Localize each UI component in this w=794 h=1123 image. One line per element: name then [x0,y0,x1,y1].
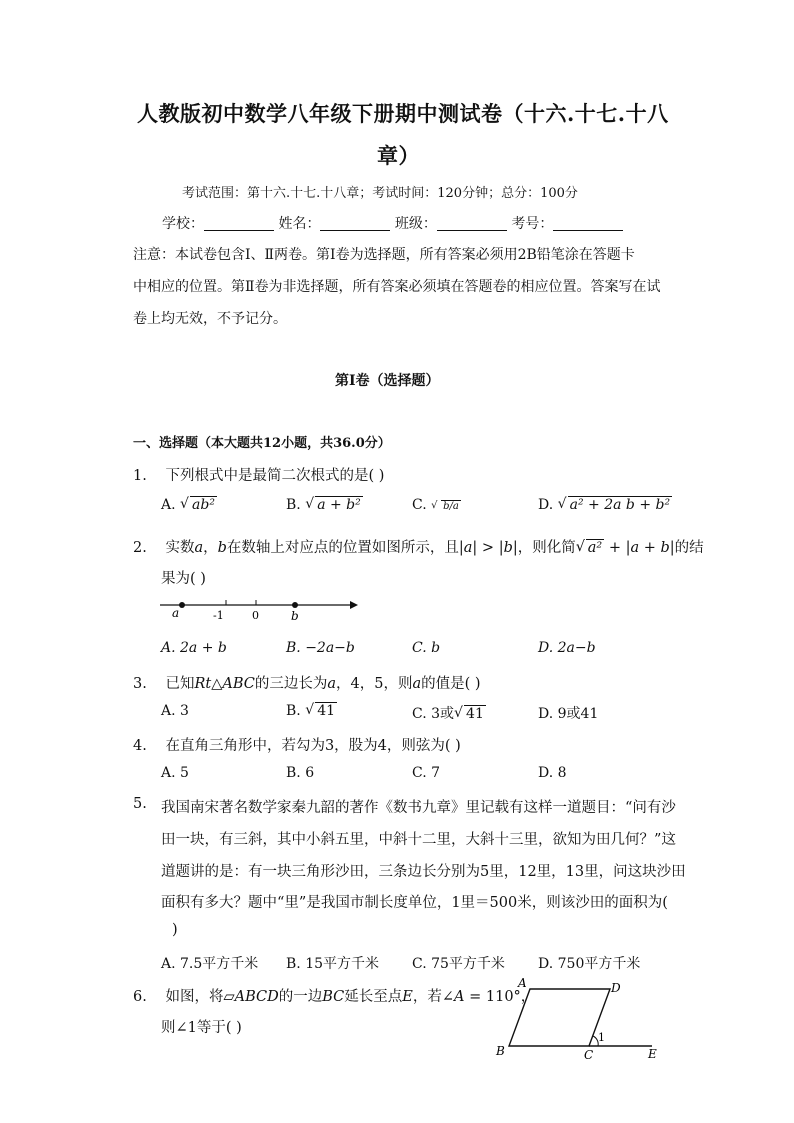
question-2: 2. 实数a，b在数轴上对应点的位置如图所示，且|a| > |b|，则化简√ a² + |a + b|的结 [133,536,704,557]
label-E: E [648,1047,657,1061]
label-0: 0 [252,609,259,622]
q6-number: 6. [133,989,147,1005]
number-line-arrow [350,601,358,609]
question-4 [133,734,461,755]
q2-option-c: C. b [412,640,441,656]
page-title-line2: 章） [377,143,420,168]
school-label: 学校： [162,216,204,232]
q5-option-c: C. 75平方千米 [412,956,505,972]
q5-line-1: 我国南宋著名数学家秦九韶的著作《数书九章》里记载有这样一道题目：“问有沙 [161,800,676,816]
q5-line-3: 道题讲的是：有一块三角形沙田，三条边长分别为5里，12里，13里，问这块沙田 [161,864,686,880]
q3-number: 3. [133,676,147,692]
q1-option-d: D. √ a² + 2a b + b² [538,497,672,513]
q4-number: 4. [133,738,147,754]
q5-line-4: 面积有多大？题中“里”是我国市制长度单位，1里＝500米，则该沙田的面积为( [161,895,668,911]
q4-option-c: C. 7 [412,765,441,781]
label-minus-1: -1 [213,609,224,622]
q3-option-b: B. √ 41 [286,703,337,719]
label-A: A [518,976,527,990]
number-label: 考号： [511,216,554,232]
q2-text-line2: 果为( ) [161,571,206,587]
q1-option-c: C. √ b/a [412,497,461,513]
q5-option-b: B. 15平方千米 [286,956,380,972]
q2-option-b: B. −2a−b [286,640,355,656]
label-b: b [291,609,299,623]
q4-option-b: B. 6 [286,765,315,781]
number-line-figure [158,595,368,625]
notice-line-2: 中相应的位置。第Ⅱ卷为非选择题，所有答案必须填在答题卷的相应位置。答案写在试 [133,279,661,295]
notice-line-1: 注意：本试卷包含Ⅰ、Ⅱ两卷。第Ⅰ卷为选择题，所有答案必须用2B铅笔涂在答题卡 [133,247,635,263]
q1-option-b: B. √ a + b² [286,497,363,513]
q4-option-a: A. 5 [161,765,189,781]
section-title: 第Ⅰ卷（选择题） [335,373,440,389]
q3-option-a: A. 3 [161,703,189,719]
q1-option-a: A. √ ab² [161,497,217,513]
parallelogram-figure [490,975,670,1065]
q4-option-d: D. 8 [538,765,567,781]
student-fields [162,213,623,233]
name-blank [320,218,390,231]
class-blank [437,218,507,231]
q6-line-2: 则∠1等于( ) [161,1020,242,1036]
label-B: B [496,1044,505,1058]
q5-option-d: D. 750平方千米 [538,956,641,972]
number-blank [553,218,623,231]
q5-option-a: A. 7.5平方千米 [161,956,259,972]
q5-number: 5. [133,796,147,812]
q3-option-c: C. 3或√ 41 [412,703,486,723]
q2-number: 2. [133,540,147,556]
q5-line-2: 田一块，有三斜，其中小斜五里，中斜十二里，大斜十三里，欲知为田几何？”这 [161,832,676,848]
notice-line-3: 卷上均无效，不予记分。 [133,311,287,327]
q2-option-d: D. 2a−b [538,640,596,656]
label-a: a [172,606,180,620]
school-blank [204,218,274,231]
exam-info: 考试范围：第十六.十七.十八章；考试时间：120分钟；总分：100分 [182,186,578,201]
q1-number: 1. [133,468,147,484]
label-angle-1: 1 [598,1031,605,1044]
q1-text: 下列根式中是最简二次根式的是( ) [165,468,385,484]
question-6: 6. 如图，将▱ABCD的一边BC延长至点E，若∠A = 110°， [133,989,536,1005]
q4-text: 在直角三角形中，若勾为3，股为4，则弦为( ) [165,738,461,754]
label-C: C [584,1048,594,1062]
question-1 [133,464,384,485]
name-label: 姓名： [278,216,321,232]
point-b [292,602,298,608]
q5-line-5: ) [172,922,178,938]
part-heading: 一、选择题（本大题共12小题，共36.0分） [133,436,391,451]
q2-option-a: A. 2a + b [161,640,227,656]
label-D: D [611,981,621,995]
q3-option-d: D. 9或41 [538,706,599,722]
point-a [179,602,185,608]
question-3: 3. 已知Rt△ABC的三边长为a，4，5，则a的值是( ) [133,676,481,692]
class-label: 班级： [394,216,437,232]
page-title-line1: 人教版初中数学八年级下册期中测试卷（十六.十七.十八 [137,101,669,126]
